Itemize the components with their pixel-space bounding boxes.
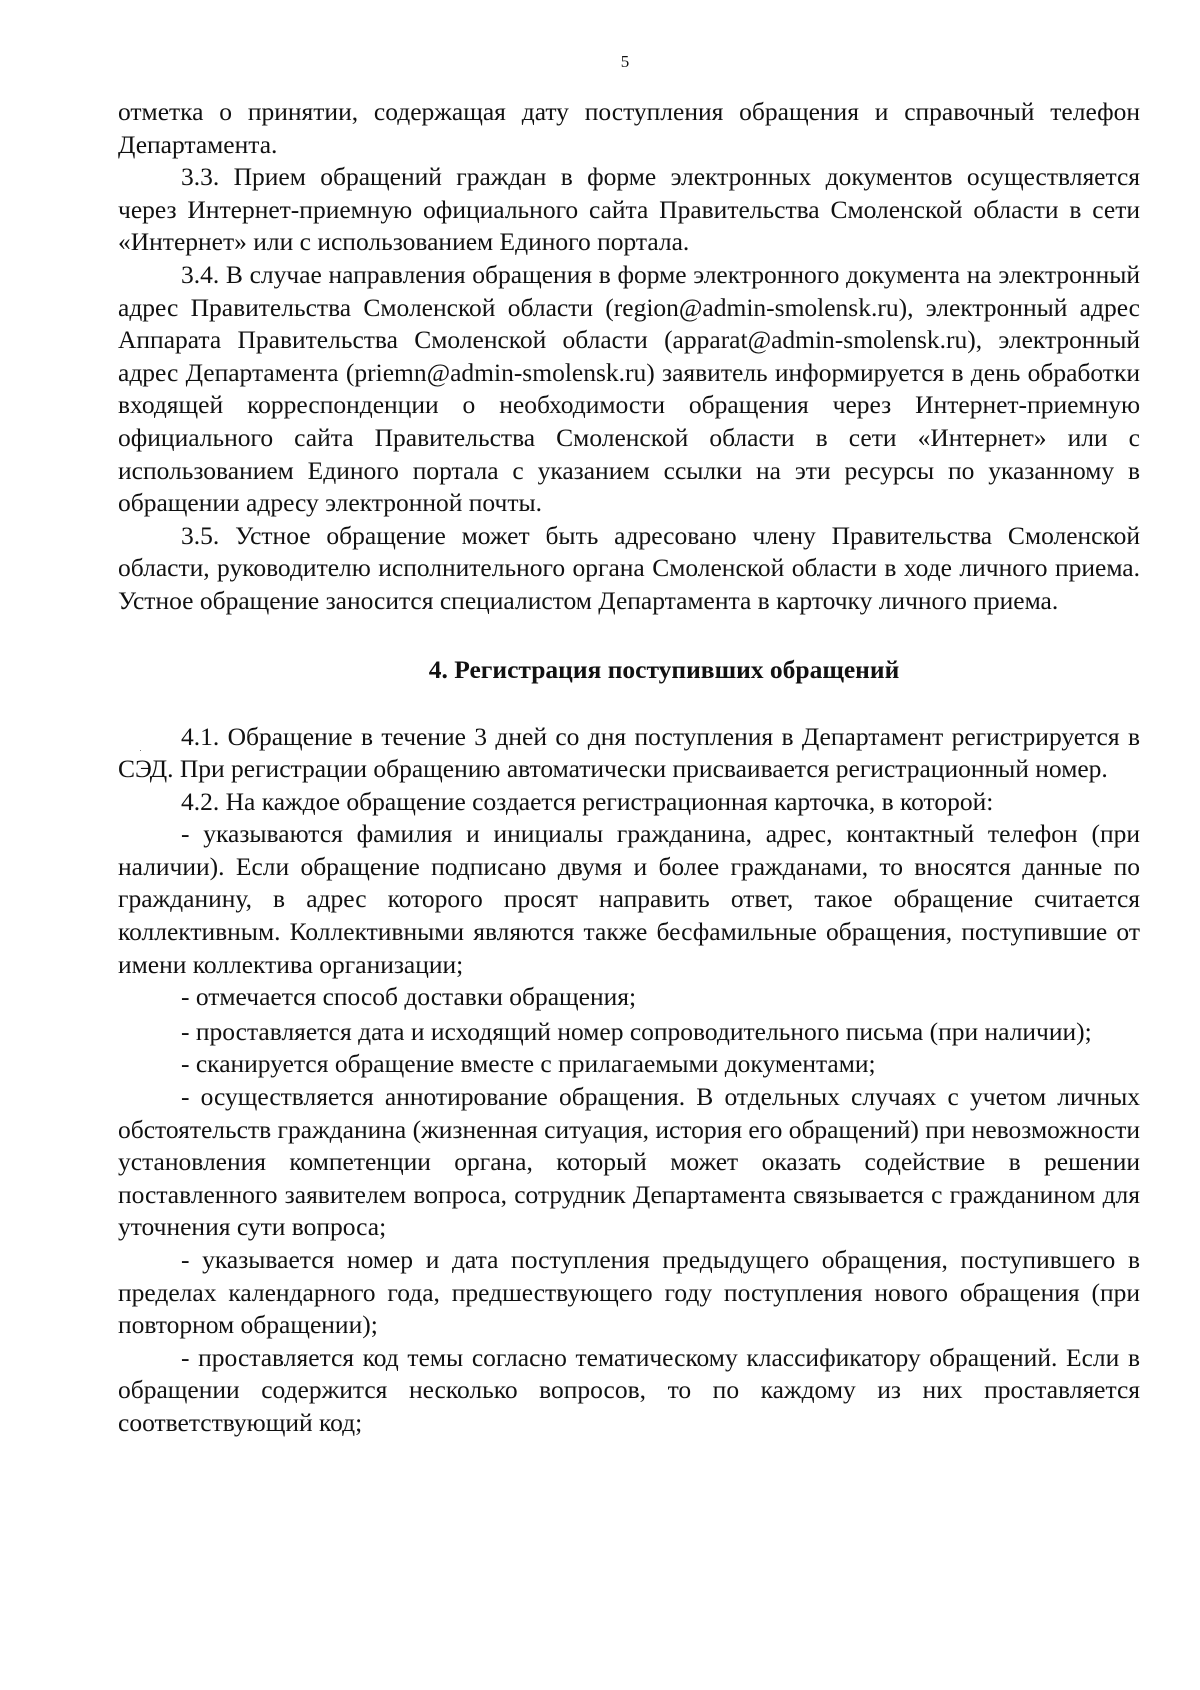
list-item-cover-letter: - проставляется дата и исходящий номер сопроводительного письма (при наличии);: [181, 1016, 1092, 1046]
paragraph-3-3: 3.3. Прием обращений граждан в форме электронных документов осуществляется через Интернет-приемную официального сайта Правительства Смоленской области в сети «Интернет» или с использованием Единого портала.: [118, 162, 1140, 257]
list-item-annotation: - осуществляется аннотирование обращения. В отдельных случаях с учетом личных обстоятельств гражданина (жизненная ситуация, история его обращений) при невозможности установления компетенции органа, который может оказать содействие в решении поставленного заявителем вопроса, сотрудник Департамента связывается с гражданином для уточнения сути вопроса;: [118, 1082, 1140, 1242]
list-item-topic-code: - проставляется код темы согласно тематическому классификатору обращений. Если в обращении содержится несколько вопросов, то по каждому из них проставляется соответствующий код;: [118, 1342, 1140, 1437]
section-title: 4. Регистрация поступивших обращений: [428, 654, 900, 684]
list-item-scanning: - сканируется обращение вместе с прилагаемыми документами;: [181, 1049, 876, 1079]
list-item-name-address: - указываются фамилия и инициалы гражданина, адрес, контактный телефон (при наличии). Если обращение подписано двумя и более гражданами, то вносятся данные по гражданину, в адрес которого просят направить ответ, такое обращение считается коллективным. Коллективными являются также бесфамильные обращения, поступившие от имени коллектива организации;: [118, 819, 1140, 979]
list-item-delivery-method: - отмечается способ доставки обращения;: [181, 982, 637, 1012]
paragraph-3-4: 3.4. В случае направления обращения в форме электронного документа на электронный адрес Правительства Смоленской области (region@admin-smolensk.ru), электронный адрес Аппарата Правительства Смоленской области (apparat@admin-smolensk.ru), электронный адрес Департамента (priemn@admin-smolensk.ru) заявитель информируется в день обработки входящей корреспонденции о необходимости обращения через Интернет-приемную официального сайта Правительства Смоленской области в сети «Интернет» или с использованием Единого портала с указанием ссылки на эти ресурсы по указанному в обращении адресу электронной почты.: [118, 259, 1140, 518]
page-number: 5: [620, 52, 630, 71]
paragraph-4-1: 4.1. Обращение в течение 3 дней со дня поступления в Департамент регистрируется в СЭД. При регистрации обращению автоматически присваивается регистрационный номер.: [118, 721, 1140, 784]
document-body: [118, 96, 1140, 1440]
list-item-previous-appeal: - указывается номер и дата поступления предыдущего обращения, поступившего в пределах календарного года, предшествующего году поступления нового обращения (при повторном обращении);: [118, 1245, 1140, 1340]
paragraph-4-2: 4.2. На каждое обращение создается регистрационная карточка, в которой:: [181, 786, 994, 816]
paragraph-3-5: 3.5. Устное обращение может быть адресовано члену Правительства Смоленской области, руководителю исполнительного органа Смоленской области в ходе личного приема. Устное обращение заносится специалистом Департамента в карточку личного приема.: [118, 520, 1140, 615]
scan-speck: [140, 750, 141, 751]
paragraph-continuation: отметка о принятии, содержащая дату поступления обращения и справочный телефон Департамента.: [118, 97, 1140, 159]
